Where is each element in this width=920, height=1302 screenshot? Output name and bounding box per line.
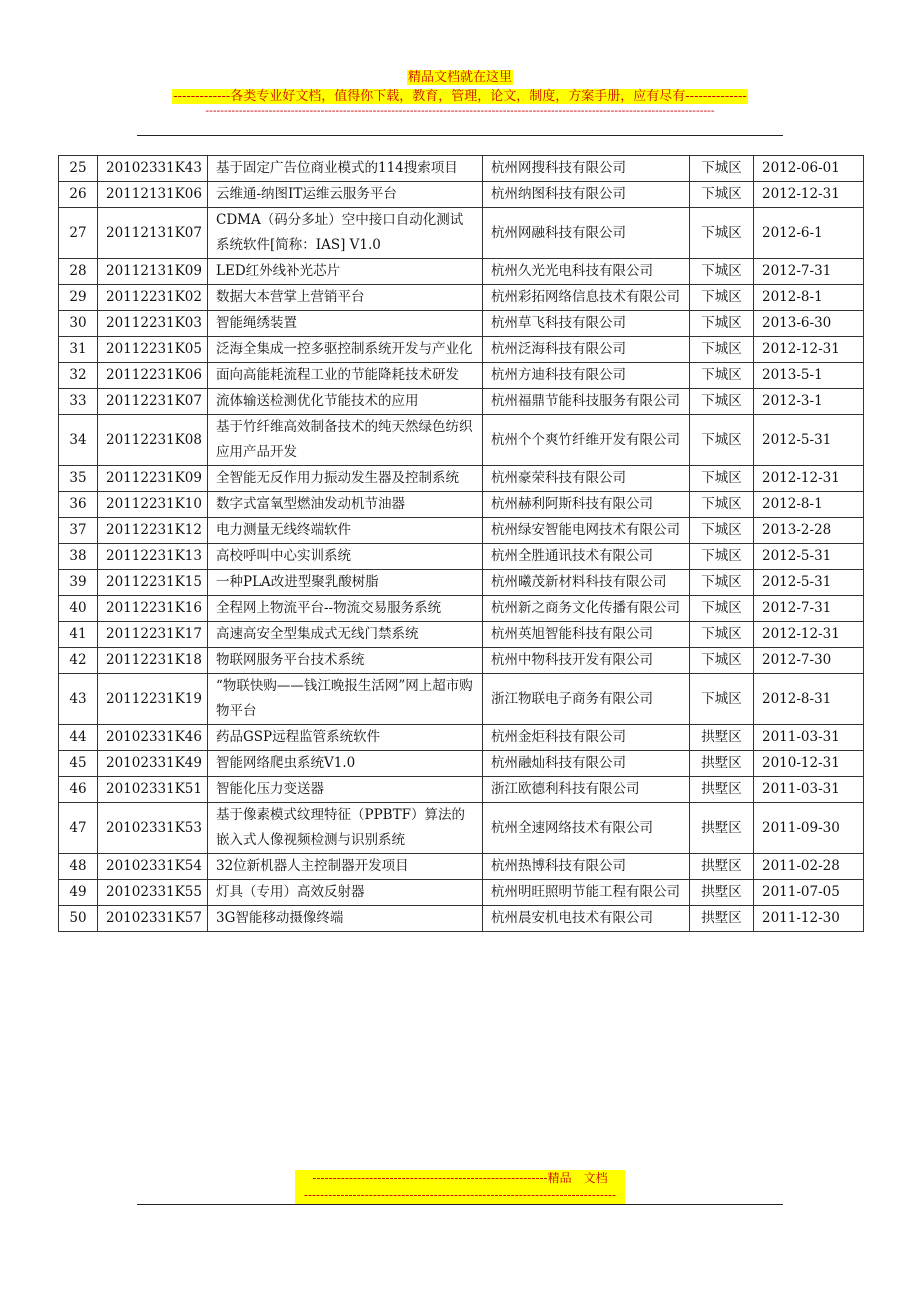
company-name-cell: 杭州热博科技有限公司 [483,854,690,880]
project-name-cell: 3G智能移动摄像终端 [208,906,483,932]
row-number-cell: 50 [59,906,98,932]
row-number-cell: 42 [59,648,98,674]
project-code-cell: 20112231K16 [98,596,208,622]
company-name-cell: 杭州久光光电科技有限公司 [483,259,690,285]
completion-date-cell: 2013-2-28 [754,518,864,544]
project-name-cell: LED红外线补光芯片 [208,259,483,285]
row-number-cell: 26 [59,182,98,208]
company-name-cell: 杭州个个爽竹纤维开发有限公司 [483,415,690,466]
completion-date-cell: 2012-7-31 [754,596,864,622]
project-name-cell: 全程网上物流平台--物流交易服务系统 [208,596,483,622]
completion-date-cell: 2012-8-1 [754,492,864,518]
project-code-cell: 20102331K43 [98,156,208,182]
district-cell: 下城区 [690,389,754,415]
district-cell: 拱墅区 [690,854,754,880]
district-cell: 下城区 [690,259,754,285]
district-cell: 下城区 [690,182,754,208]
completion-date-cell: 2012-12-31 [754,622,864,648]
district-cell: 下城区 [690,415,754,466]
table-row [59,182,864,208]
district-cell: 下城区 [690,622,754,648]
company-name-cell: 杭州福鼎节能科技服务有限公司 [483,389,690,415]
completion-date-cell: 2012-3-1 [754,389,864,415]
project-code-cell: 20112231K19 [98,674,208,725]
project-code-cell: 20112231K05 [98,337,208,363]
project-name-cell: 灯具（专用）高效反射器 [208,880,483,906]
company-name-cell: 浙江物联电子商务有限公司 [483,674,690,725]
project-code-cell: 20102331K51 [98,777,208,803]
project-code-cell: 20112131K07 [98,208,208,259]
row-number-cell: 32 [59,363,98,389]
project-code-cell: 20112231K08 [98,415,208,466]
project-code-cell: 20112231K10 [98,492,208,518]
table-row [59,544,864,570]
table-row [59,880,864,906]
project-name-cell: 全智能无反作用力振动发生器及控制系统 [208,466,483,492]
district-cell: 下城区 [690,492,754,518]
row-number-cell: 30 [59,311,98,337]
row-number-cell: 45 [59,751,98,777]
company-name-cell: 杭州草飞科技有限公司 [483,311,690,337]
table-row [59,337,864,363]
table-row [59,803,864,854]
company-name-cell: 杭州纳图科技有限公司 [483,182,690,208]
company-name-cell: 杭州绿安智能电网技术有限公司 [483,518,690,544]
row-number-cell: 38 [59,544,98,570]
district-cell: 下城区 [690,518,754,544]
completion-date-cell: 2012-8-31 [754,674,864,725]
row-number-cell: 25 [59,156,98,182]
district-cell: 下城区 [690,285,754,311]
table-row [59,674,864,725]
district-cell: 下城区 [690,311,754,337]
project-name-cell: 基于固定广告位商业模式的114搜索项目 [208,156,483,182]
row-number-cell: 39 [59,570,98,596]
project-code-cell: 20112231K03 [98,311,208,337]
project-name-cell: 高速高安全型集成式无线门禁系统 [208,622,483,648]
project-name-cell: 云维通-纳图IT运维云服务平台 [208,182,483,208]
district-cell: 下城区 [690,363,754,389]
project-code-cell: 20112231K18 [98,648,208,674]
project-code-cell: 20102331K54 [98,854,208,880]
company-name-cell: 杭州全胜通讯技术有限公司 [483,544,690,570]
table-row [59,466,864,492]
completion-date-cell: 2011-02-28 [754,854,864,880]
header-subtitle: -------------各类专业好文档，值得你下载，教育，管理，论文，制度，方案手册，应有尽有-------------- [173,89,747,104]
completion-date-cell: 2012-7-31 [754,259,864,285]
project-name-cell: “物联快购——钱江晚报生活网”网上超市购物平台 [208,674,483,725]
completion-date-cell: 2011-07-05 [754,880,864,906]
project-name-cell: 数字式富氧型燃油发动机节油器 [208,492,483,518]
company-name-cell: 杭州中物科技开发有限公司 [483,648,690,674]
completion-date-cell: 2012-8-1 [754,285,864,311]
project-code-cell: 20112231K13 [98,544,208,570]
company-name-cell: 杭州金炬科技有限公司 [483,725,690,751]
header-subtitle-wrap [0,85,920,105]
project-code-cell: 20102331K57 [98,906,208,932]
company-name-cell: 杭州英旭智能科技有限公司 [483,622,690,648]
project-name-cell: 高校呼叫中心实训系统 [208,544,483,570]
project-name-cell: 面向高能耗流程工业的节能降耗技术研发 [208,363,483,389]
project-name-cell: 泛海全集成一控多驱控制系统开发与产业化 [208,337,483,363]
project-name-cell: 基于竹纤维高效制备技术的纯天然绿色纺织应用产品开发 [208,415,483,466]
completion-date-cell: 2012-5-31 [754,544,864,570]
company-name-cell: 杭州明旺照明节能工程有限公司 [483,880,690,906]
completion-date-cell: 2012-06-01 [754,156,864,182]
district-cell: 下城区 [690,544,754,570]
table-row [59,648,864,674]
completion-date-cell: 2011-12-30 [754,906,864,932]
table-row [59,389,864,415]
project-table-body [59,156,864,932]
row-number-cell: 27 [59,208,98,259]
project-code-cell: 20102331K55 [98,880,208,906]
project-name-cell: 数据大本营掌上营销平台 [208,285,483,311]
completion-date-cell: 2012-6-1 [754,208,864,259]
row-number-cell: 44 [59,725,98,751]
row-number-cell: 37 [59,518,98,544]
district-cell: 拱墅区 [690,803,754,854]
completion-date-cell: 2012-12-31 [754,466,864,492]
project-code-cell: 20112131K06 [98,182,208,208]
table-row [59,751,864,777]
header-title-wrap [0,66,920,86]
table-row [59,415,864,466]
table-row [59,570,864,596]
completion-date-cell: 2012-7-30 [754,648,864,674]
company-name-cell: 杭州豪荣科技有限公司 [483,466,690,492]
footer-line-1: ----------------------------------------------------------精品 文档 [295,1170,625,1187]
district-cell: 下城区 [690,466,754,492]
project-code-cell: 20102331K49 [98,751,208,777]
project-code-cell: 20112231K07 [98,389,208,415]
project-code-cell: 20112231K06 [98,363,208,389]
project-name-cell: 智能化压力变送器 [208,777,483,803]
table-row [59,596,864,622]
row-number-cell: 49 [59,880,98,906]
company-name-cell: 杭州彩拓网络信息技术有限公司 [483,285,690,311]
footer-line-2: ----------------------------------------------------------------------------- [295,1187,625,1204]
row-number-cell: 33 [59,389,98,415]
project-table [58,155,864,932]
row-number-cell: 31 [59,337,98,363]
project-code-cell: 20112231K02 [98,285,208,311]
district-cell: 拱墅区 [690,751,754,777]
table-row [59,906,864,932]
header-dash-line: ----------------------------------------------------------------------------------------------------------------------------------------- [205,104,715,117]
completion-date-cell: 2011-03-31 [754,777,864,803]
company-name-cell: 杭州泛海科技有限公司 [483,337,690,363]
project-code-cell: 20102331K53 [98,803,208,854]
completion-date-cell: 2012-12-31 [754,182,864,208]
table-row [59,725,864,751]
table-row [59,777,864,803]
project-name-cell: 药品GSP远程监管系统软件 [208,725,483,751]
company-name-cell: 杭州曦茂新材料科技有限公司 [483,570,690,596]
project-name-cell: 智能绳绣装置 [208,311,483,337]
district-cell: 下城区 [690,596,754,622]
table-row [59,259,864,285]
district-cell: 拱墅区 [690,880,754,906]
footer-rule [137,1204,783,1205]
row-number-cell: 35 [59,466,98,492]
table-row [59,156,864,182]
row-number-cell: 40 [59,596,98,622]
project-code-cell: 20102331K46 [98,725,208,751]
table-row [59,208,864,259]
district-cell: 拱墅区 [690,725,754,751]
row-number-cell: 28 [59,259,98,285]
project-code-cell: 20112231K17 [98,622,208,648]
company-name-cell: 浙江欧德利科技有限公司 [483,777,690,803]
district-cell: 拱墅区 [690,777,754,803]
table-row [59,854,864,880]
company-name-cell: 杭州融灿科技有限公司 [483,751,690,777]
completion-date-cell: 2011-03-31 [754,725,864,751]
project-name-cell: CDMA（码分多址）空中接口自动化测试系统软件[简称：IAS] V1.0 [208,208,483,259]
project-code-cell: 20112231K12 [98,518,208,544]
company-name-cell: 杭州网融科技有限公司 [483,208,690,259]
district-cell: 下城区 [690,337,754,363]
completion-date-cell: 2012-5-31 [754,570,864,596]
project-name-cell: 流体输送检测优化节能技术的应用 [208,389,483,415]
project-code-cell: 20112231K09 [98,466,208,492]
company-name-cell: 杭州晨安机电技术有限公司 [483,906,690,932]
header-rule [137,135,783,136]
completion-date-cell: 2011-09-30 [754,803,864,854]
district-cell: 下城区 [690,648,754,674]
row-number-cell: 43 [59,674,98,725]
company-name-cell: 杭州网搜科技有限公司 [483,156,690,182]
table-row [59,492,864,518]
project-name-cell: 一种PLA改进型聚乳酸树脂 [208,570,483,596]
row-number-cell: 47 [59,803,98,854]
project-name-cell: 物联网服务平台技术系统 [208,648,483,674]
company-name-cell: 杭州赫利阿斯科技有限公司 [483,492,690,518]
table-row [59,311,864,337]
row-number-cell: 48 [59,854,98,880]
company-name-cell: 杭州新之商务文化传播有限公司 [483,596,690,622]
completion-date-cell: 2013-6-30 [754,311,864,337]
footer [295,1170,625,1204]
project-name-cell: 基于像素模式纹理特征（PPBTF）算法的嵌入式人像视频检测与识别系统 [208,803,483,854]
district-cell: 下城区 [690,674,754,725]
header-title: 精品文档就在这里 [407,70,512,85]
row-number-cell: 34 [59,415,98,466]
district-cell: 下城区 [690,208,754,259]
project-name-cell: 电力测量无线终端软件 [208,518,483,544]
table-row [59,285,864,311]
district-cell: 下城区 [690,156,754,182]
project-code-cell: 20112231K15 [98,570,208,596]
company-name-cell: 杭州方迪科技有限公司 [483,363,690,389]
completion-date-cell: 2010-12-31 [754,751,864,777]
company-name-cell: 杭州全速网络技术有限公司 [483,803,690,854]
row-number-cell: 41 [59,622,98,648]
row-number-cell: 29 [59,285,98,311]
table-row [59,622,864,648]
table-row [59,518,864,544]
project-name-cell: 32位新机器人主控制器开发项目 [208,854,483,880]
completion-date-cell: 2012-12-31 [754,337,864,363]
project-name-cell: 智能网络爬虫系统V1.0 [208,751,483,777]
completion-date-cell: 2012-5-31 [754,415,864,466]
row-number-cell: 36 [59,492,98,518]
row-number-cell: 46 [59,777,98,803]
table-row [59,363,864,389]
project-code-cell: 20112131K09 [98,259,208,285]
district-cell: 拱墅区 [690,906,754,932]
district-cell: 下城区 [690,570,754,596]
completion-date-cell: 2013-5-1 [754,363,864,389]
